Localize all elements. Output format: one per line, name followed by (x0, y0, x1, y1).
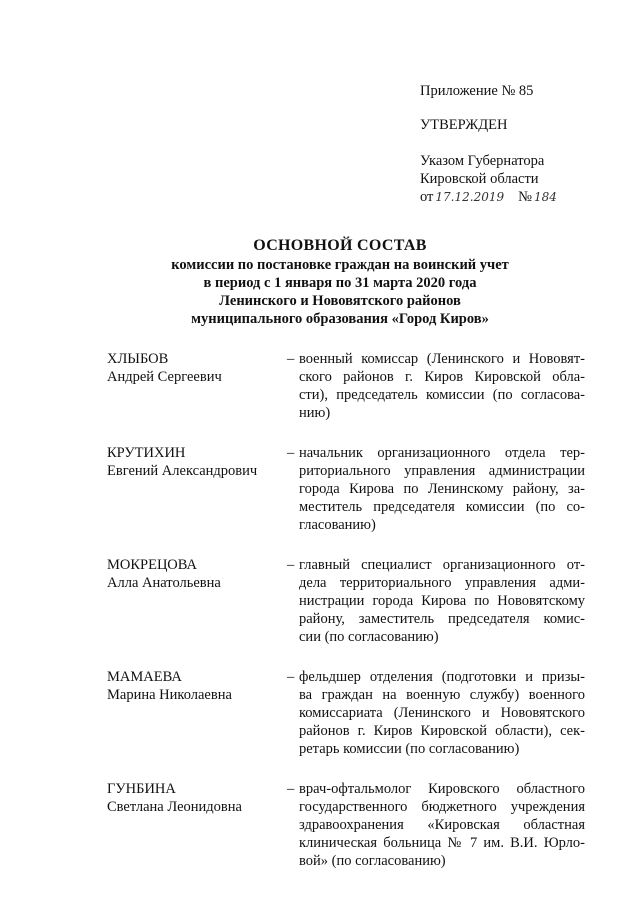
member-dash: – (287, 669, 295, 685)
member-dash: – (287, 351, 295, 367)
title-main: ОСНОВНОЙ СОСТАВ (253, 237, 427, 254)
appendix-label: Приложение № 85 (420, 83, 534, 99)
member-role-line: сии (по согласованию) (299, 629, 439, 645)
member-name (107, 556, 287, 592)
member-row (107, 444, 585, 534)
member-role-line: военный комиссар (Ленинского и Нововят- (299, 351, 585, 367)
member-role-line: ретарь комиссии (по согласованию) (299, 741, 520, 757)
member-surname: ГУНБИНА (107, 781, 176, 797)
decree-line-1: Указом Губернатора (420, 153, 545, 169)
member-role-line: дела территориального управления адми- (299, 575, 585, 591)
member-given-names: Евгений Александрович (107, 463, 258, 479)
approval-block (420, 82, 620, 206)
member-role-line: риториального управления администрации (299, 463, 585, 479)
member-row (107, 556, 585, 646)
member-role-line: здравоохранения «Кировская областная (299, 817, 585, 833)
member-role-line: комиссариата (Ленинского и Нововятского (299, 705, 585, 721)
member-role-line: вой» (по согласованию) (299, 853, 446, 869)
member-name (107, 780, 287, 816)
member-role-line: нию) (299, 405, 331, 421)
member-role-line: города Кирова по Ленинскому району, за- (299, 481, 585, 497)
member-given-names: Андрей Сергеевич (107, 369, 222, 385)
title-line-4: муниципального образования «Город Киров» (191, 311, 489, 327)
from-label: от (420, 189, 434, 205)
member-given-names: Марина Николаевна (107, 687, 232, 703)
member-role-line: гласованию) (299, 517, 376, 533)
member-surname: МОКРЕЦОВА (107, 557, 197, 573)
handwritten-number: 184 (533, 190, 557, 204)
member-role-line: государственного бюджетного учреждения (299, 799, 585, 815)
member-given-names: Светлана Леонидовна (107, 799, 242, 815)
member-role (299, 780, 585, 870)
member-name (107, 668, 287, 704)
member-role-line: району, заместитель председателя комис- (299, 611, 585, 627)
decree-date-number (420, 188, 620, 206)
handwritten-date: 17.12.2019 (435, 190, 505, 204)
member-role-line: клиническая больница № 7 им. В.И. Юрло- (299, 835, 585, 851)
member-surname: ХЛЫБОВ (107, 351, 169, 367)
member-row (107, 668, 585, 758)
member-name (107, 350, 287, 386)
member-role-line: фельдшер отделения (подготовки и призы- (299, 669, 585, 685)
member-role (299, 668, 585, 758)
member-name (107, 444, 287, 480)
members-list (107, 350, 585, 892)
member-row (107, 780, 585, 870)
member-role-line: районов г. Киров Кировской области), сек- (299, 723, 585, 739)
member-role-line: начальник организационного отдела тер- (299, 445, 585, 461)
member-role-line: меститель председателя комиссии (по со- (299, 499, 585, 515)
member-row (107, 350, 585, 422)
member-surname: КРУТИХИН (107, 445, 186, 461)
number-label: № (518, 189, 532, 205)
member-role (299, 444, 585, 534)
title-line-3: Ленинского и Нововятского районов (219, 293, 461, 309)
approved-label: УТВЕРЖДЕН (420, 117, 508, 133)
document-title (0, 236, 640, 328)
member-role-line: нистрации города Кирова по Нововятскому (299, 593, 585, 609)
member-surname: МАМАЕВА (107, 669, 182, 685)
member-dash: – (287, 445, 295, 461)
member-role-line: ва граждан на военную службу) военного (299, 687, 585, 703)
title-line-2: в период с 1 января по 31 марта 2020 года (203, 275, 477, 291)
member-role-line: сти), председатель комиссии (по согласова- (299, 387, 585, 403)
member-role (299, 556, 585, 646)
member-given-names: Алла Анатольевна (107, 575, 221, 591)
member-role-line: врач-офтальмолог Кировского областного (299, 781, 585, 797)
decree-line-2: Кировской области (420, 171, 539, 187)
title-line-1: комиссии по постановке граждан на воинский учет (171, 257, 509, 273)
member-role (299, 350, 585, 422)
member-role-line: главный специалист организационного от- (299, 557, 585, 573)
member-role-line: ского районов г. Киров Кировской обла- (299, 369, 585, 385)
member-dash: – (287, 781, 295, 797)
member-dash: – (287, 557, 295, 573)
